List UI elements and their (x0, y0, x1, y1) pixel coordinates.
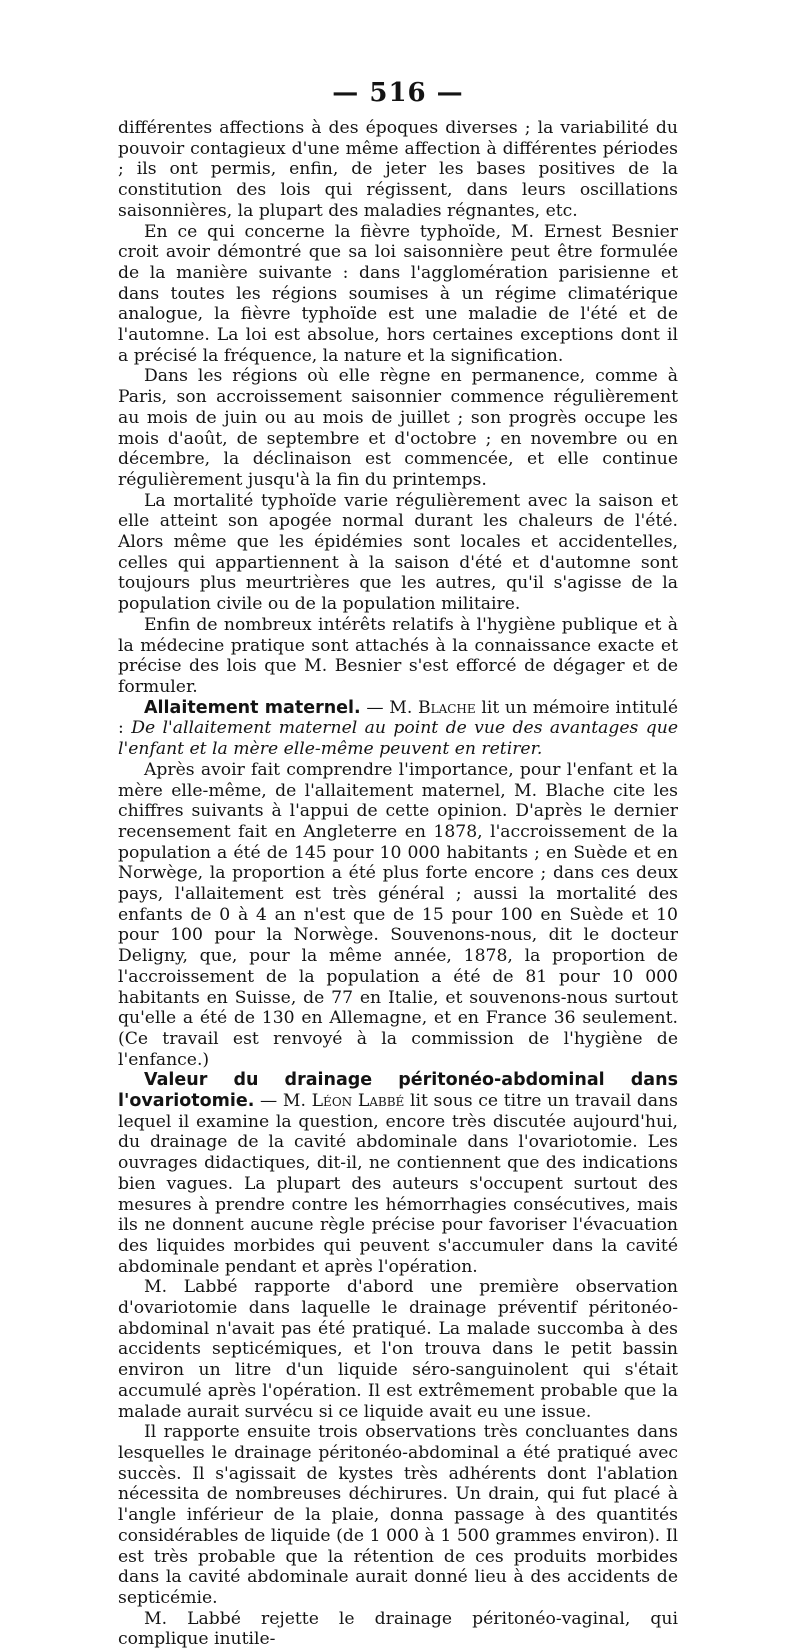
paragraph-typhoid-conclusion: Enfin de nombreux intérêts relatifs à l'hygiène publique et à la médecine pratique sont attachés à la connaissance exacte et précise des lois que M. Besnier s'est efforcé de dégager et de formuler. (118, 614, 678, 697)
section-drainage-intro (118, 1070, 678, 1277)
section-heading-allaitement: Allaitement maternel. (144, 697, 361, 718)
paragraph-allaitement-body: Après avoir fait comprendre l'importance, pour l'enfant et la mère elle-même, de l'allaitement maternel, M. Blache cite les chiffres suivants à l'appui de cette opinion. D'après le dernier recensement fait en Angleterre en 1878, l'accroissement de la population a été de 145 pour 10 000 habitants ; en Suède et en Norwège, la proportion a été plus forte encore ; dans ces deux pays, l'allaitement est très général ; aussi la mortalité des enfants de 0 à 4 an n'est que de 15 pour 100 en Suède et 10 pour 100 pour la Norwège. Souvenons-nous, dit le docteur Deligny, que, pour la même année, 1878, la proportion de l'accroissement de la population a été de 81 pour 10 000 habitants en Suisse, de 77 en Italie, et souvenons-nous surtout qu'elle a été de 130 en Allemagne, et en France 36 seulement. (Ce travail est renvoyé à la commission de l'hygiène de l'enfance.) (118, 759, 678, 1070)
paragraph-typhoid-mortality: La mortalité typhoïde varie régulièrement avec la saison et elle atteint son apogée normal durant les chaleurs de l'été. Alors même que les épidémies sont locales et accidentelles, celles qui appartiennent à la saison d'été et d'automne sont toujours plus meurtrières que les autres, qu'il s'agisse de la population civile ou de la population militaire. (118, 490, 678, 615)
paragraph-drainage-observation: M. Labbé rapporte d'abord une première observation d'ovariotomie dans laquelle le drainage préventif péritonéo-abdominal n'avait pas été pratiqué. La malade succomba à des accidents septicémiques, et l'on trouva dans le petit bassin environ un litre d'un liquide séro-sanguinolent qui s'était accumulé après l'opération. Il est extrêmement probable que la malade aurait survécu si ce liquide avait eu une issue. (118, 1277, 678, 1422)
paragraph-drainage-success: Il rapporte ensuite trois observations très concluantes dans lesquelles le drainage péritonéo-abdominal a été pratiqué avec succès. Il s'agissait de kystes très adhérents dont l'ablation nécessita de nombreuses déchirures. Un drain, qui fut placé à l'angle inférieur de la plaie, donna passage à des quantités considérables de liquide (de 1 000 à 1 500 grammes environ). Il est très probable que la rétention de ces produits morbides dans la cavité abdominale aurait donné lieu à des accidents de septicémie. (118, 1422, 678, 1608)
author-name: Blache (417, 697, 476, 718)
paragraph-drainage-vaginal: M. Labbé rejette le drainage péritonéo-vaginal, qui complique inutile- (118, 1608, 678, 1650)
intro-text: lit sous ce titre un travail dans lequel il examine la question, encore très discutée aujourd'hui, du drainage de la cavité abdominale dans l'ovariotomie. Les ouvrages didactiques, dit-il, ne contiennent que des indications bien vagues. La plupart des auteurs s'occupent surtout des mesures à prendre contre les hémorrhagies consécutives, mais ils ne donnent aucune règle précise pour favoriser l'évacuation des liquides morbides qui peuvent s'accumuler dans la cavité abdominale pendant et après l'opération. (118, 1091, 678, 1277)
paragraph-typhoid-law: En ce qui concerne la fièvre typhoïde, M. Ernest Besnier croit avoir démontré que sa loi saisonnière peut être formulée de la manière suivante : dans l'agglomération parisienne et dans toutes les régions soumises à un régime climatérique analogue, la fièvre typhoïde est une maladie de l'été et de l'automne. La loi est absolue, hors certaines exceptions dont il a précisé la fréquence, la nature et la signification. (118, 221, 678, 366)
section-dash: — M. (360, 697, 418, 718)
memoir-title: De l'allaitement maternel au point de vue des avantages que l'enfant et la mère elle-même peuvent en retirer. (118, 718, 678, 760)
page-number: — 516 — (332, 78, 464, 108)
paragraph-typhoid-seasons: Dans les régions où elle règne en permanence, comme à Paris, son accroissement saisonnier commence régulièrement au mois de juin ou au mois de juillet ; son progrès occupe les mois d'août, de septembre et d'octobre ; en novembre ou en décembre, la déclinaison est commencée, et elle continue régulièrement jusqu'à la fin du printemps. (118, 366, 678, 490)
paragraph-continuation: différentes affections à des époques diverses ; la variabilité du pouvoir contagieux d'une même affection à différentes périodes ; ils ont permis, enfin, de jeter les bases positives de la constitution des lois qui régissent, dans leurs oscillations saisonnières, la plupart des maladies régnantes, etc. (118, 118, 678, 221)
author-name: Léon Labbé (311, 1091, 405, 1112)
section-heading-drainage: Valeur du drainage péritonéo-abdominal dans l'ovariotomie. (118, 1070, 678, 1112)
intro-text: lit un mémoire intitulé : (118, 697, 679, 739)
section-dash: — M. (254, 1091, 312, 1112)
section-allaitement-intro (118, 698, 678, 760)
